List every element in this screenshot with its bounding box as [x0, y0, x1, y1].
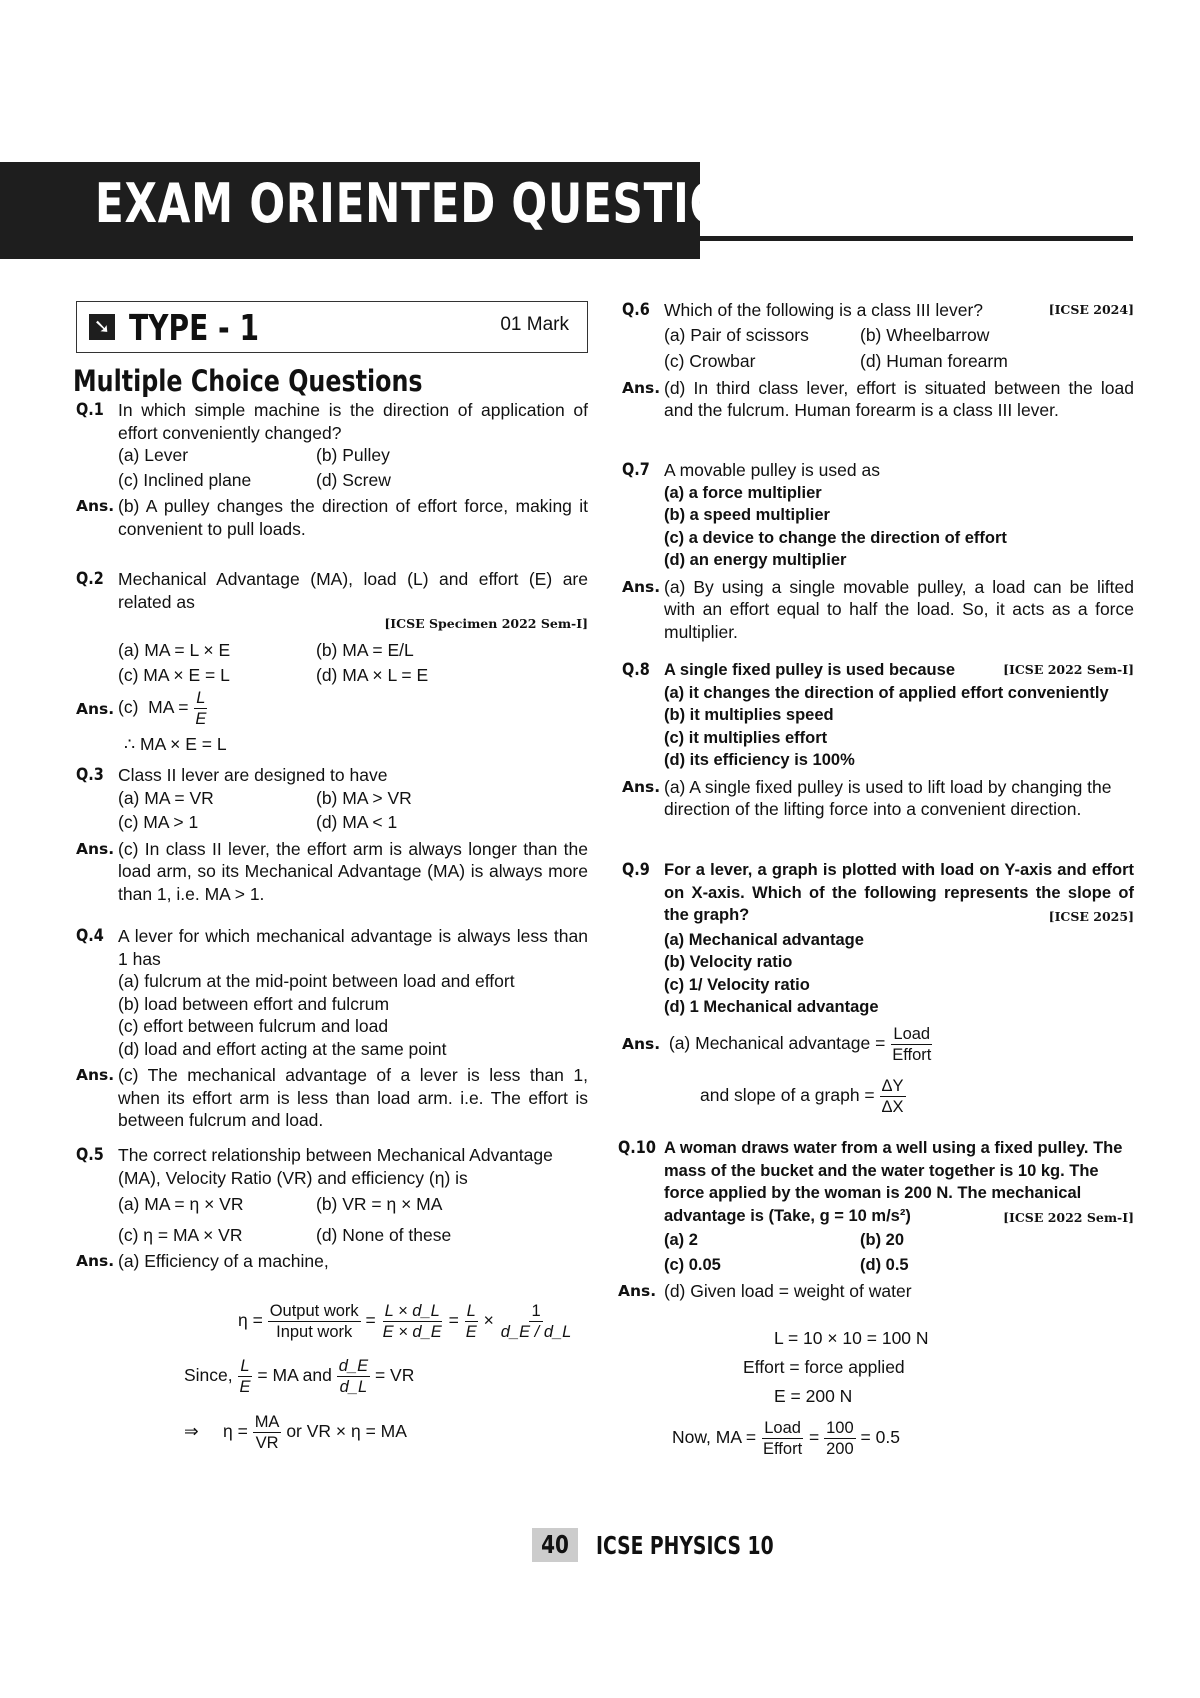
result-equation: ⇒ η = $\frac{MA}{VR}$ or VR × η = MA	[184, 1413, 407, 1452]
question-1	[76, 399, 588, 540]
answer-text: (b) A pulley changes the direction of effort force, making it convenient to pull loads.	[118, 496, 588, 539]
option: (c) Inclined plane	[118, 469, 252, 490]
question-number: Q.4	[76, 926, 104, 946]
option: (d) Screw	[316, 469, 391, 490]
question-text: A woman draws water from a well using a fixed pulley. The mass of the bucket and the water together is 10 kg. The force applied by the woman is 200 N. The mechanical advantage is (Take, g = 10 m/s²)	[664, 1139, 1123, 1225]
option: (c) η = MA × VR	[118, 1224, 243, 1245]
answer-conclusion: ∴ MA × E = L	[124, 734, 227, 754]
question-number: Q.2	[76, 569, 104, 589]
efficiency-equation: η = $\frac{\text{Output work}}{\text{Input work}}$ = $\frac{L \times d\_L}{E \times d\_E}$ = $\frac{L}{E}$ × $\frac{1}{d\_E / d\_L}$	[238, 1302, 572, 1341]
since-equation: Since, $\frac{L}{E}$ = MA and $\frac{d\_E}{d\_L}$ = VR	[184, 1357, 415, 1396]
q10-final-equation: Now, MA = $\frac{\text{Load}}{\text{Effort}}$ = $\frac{100}{200}$ = 0.5	[672, 1419, 900, 1458]
question-text: A single fixed pulley is used because	[664, 661, 955, 679]
q10-line: L = 10 × 10 = 100 N	[774, 1328, 929, 1348]
type-label: TYPE - 1	[129, 308, 260, 349]
answer-label: Ans.	[622, 1035, 661, 1054]
question-text: The correct relationship between Mechanical Advantage (MA), Velocity Ratio (VR) and efficiency (η) is	[118, 1145, 553, 1188]
source-tag: [ICSE 2024]	[1048, 302, 1134, 317]
option: (d) an energy multiplier	[664, 551, 847, 569]
question-number: Q.1	[76, 400, 104, 420]
answer-text: (d) Given load = weight of water	[664, 1281, 912, 1301]
answer-text: (c) The mechanical advantage of a lever is less than 1, when its effort arm is less than load arm. i.e. The effort is between fulcrum and load.	[118, 1065, 588, 1130]
option: (d) its efficiency is 100%	[664, 751, 855, 769]
question-8	[622, 659, 1134, 821]
option: (b) load between effort and fulcrum	[118, 993, 390, 1014]
q10-line: Effort = force applied	[743, 1357, 905, 1377]
question-text: Which of the following is a class III lever?	[664, 300, 984, 320]
option: (c) 0.05	[664, 1255, 721, 1274]
option: (a) it changes the direction of applied effort conveniently	[664, 683, 1109, 702]
answer-label: Ans.	[622, 577, 661, 596]
option: (b) MA > VR	[316, 787, 412, 808]
option: (b) VR = η × MA	[316, 1194, 443, 1214]
section-heading: Multiple Choice Questions	[73, 364, 423, 398]
option: (c) MA > 1	[118, 812, 199, 832]
source-tag: [ICSE 2022 Sem-I]	[1003, 1209, 1134, 1225]
option: (a) MA = VR	[118, 787, 214, 808]
question-number: Q.8	[622, 660, 650, 680]
option: (c) it multiplies effort	[664, 728, 828, 747]
answer-label: Ans.	[76, 497, 115, 515]
question-text: Mechanical Advantage (MA), load (L) and effort (E) are related as	[118, 569, 588, 612]
question-number: Q.6	[622, 300, 650, 320]
option: (b) it multiplies speed	[664, 706, 834, 724]
option: (a) Pair of scissors	[664, 324, 809, 345]
question-text: A movable pulley is used as	[664, 460, 880, 480]
option: (a) fulcrum at the mid-point between load and effort	[118, 971, 515, 991]
q9-answer-line1: Ans. (a) Mechanical advantage = $\frac{\text{Load}}{\text{Effort}}$	[622, 1025, 932, 1064]
answer-label: Ans.	[76, 1252, 115, 1270]
option: (a) Lever	[118, 445, 189, 465]
option: (c) a device to change the direction of effort	[664, 528, 1007, 547]
answer-label: Ans.	[622, 378, 661, 397]
question-7	[622, 459, 1134, 643]
option: (b) Velocity ratio	[664, 953, 793, 971]
answer-label: Ans.	[618, 1282, 657, 1300]
page-number: 40	[541, 1530, 569, 1559]
answer-equation: (c) MA = $\frac{L}{E}$	[118, 689, 207, 728]
option: (b) Pulley	[316, 445, 390, 465]
answer-text: (a) Efficiency of a machine,	[118, 1251, 329, 1271]
marks-label: 01 Mark	[500, 314, 569, 335]
option: (d) MA < 1	[316, 812, 398, 832]
banner-rule	[95, 236, 1133, 241]
option: (a) a force multiplier	[664, 483, 822, 502]
question-10	[618, 1137, 1134, 1303]
question-4	[76, 925, 588, 1132]
question-5	[76, 1144, 588, 1273]
question-number: Q.10	[618, 1138, 656, 1158]
option: (b) 20	[860, 1231, 905, 1249]
answer-label: Ans.	[76, 839, 115, 858]
answer-label: Ans.	[622, 777, 661, 796]
source-tag: [ICSE 2025]	[1048, 909, 1134, 924]
arrow-down-right-icon: ➘	[89, 314, 115, 340]
option: (d) load and effort acting at the same point	[118, 1038, 447, 1059]
question-9	[622, 859, 1134, 1019]
question-6	[622, 299, 1134, 422]
option: (b) Wheelbarrow	[860, 324, 990, 345]
option: (d) Human forearm	[860, 351, 1008, 371]
option: (b) a speed multiplier	[664, 506, 830, 524]
question-text: For a lever, a graph is plotted with load on Y-axis and effort on X-axis. Which of the following represents the slope of the graph?	[664, 861, 1134, 924]
option: (d) 1 Mechanical advantage	[664, 998, 879, 1016]
question-number: Q.3	[76, 765, 104, 785]
option: (d) None of these	[316, 1224, 452, 1245]
question-text: In which simple machine is the direction of application of effort conveniently changed?	[118, 400, 588, 443]
question-number: Q.7	[622, 460, 650, 480]
option: (d) 0.5	[860, 1255, 909, 1274]
question-text: A lever for which mechanical advantage is always less than 1 has	[118, 926, 588, 969]
option: (a) MA = η × VR	[118, 1194, 244, 1214]
q9-answer-line2: and slope of a graph = $\frac{\Delta Y}{\Delta X}$	[700, 1077, 904, 1116]
answer-label: Ans.	[76, 1066, 115, 1084]
option: (c) Crowbar	[664, 351, 756, 371]
answer-label: Ans.	[76, 700, 115, 718]
answer-text: (c) In class II lever, the effort arm is always longer than the load arm, so its Mechanical Advantage (MA) is always more than 1, i.e. MA > 1.	[118, 838, 588, 904]
option: (c) 1/ Velocity ratio	[664, 975, 810, 994]
question-number: Q.9	[622, 860, 650, 880]
source-tag: [ICSE 2022 Sem-I]	[1003, 662, 1134, 677]
option: (a) 2	[664, 1231, 698, 1249]
banner-title: EXAM ORIENTED QUESTIONS	[95, 172, 794, 235]
question-3	[76, 764, 588, 905]
answer-text: (d) In third class lever, effort is situated between the load and the fulcrum. Human forearm is a class III lever.	[664, 377, 1134, 420]
option: (a) Mechanical advantage	[664, 930, 864, 949]
option: (c) MA × E = L	[118, 664, 230, 685]
answer-text: (a) By using a single movable pulley, a load can be lifted with an effort equal to half the load. So, it acts as a force multiplier.	[664, 576, 1134, 642]
q10-line: E = 200 N	[774, 1386, 853, 1406]
option: (d) MA × L = E	[316, 664, 429, 685]
question-2	[76, 568, 588, 756]
question-text: Class II lever are designed to have	[118, 765, 388, 785]
book-title: ICSE PHYSICS 10	[596, 1531, 774, 1560]
option: (c) effort between fulcrum and load	[118, 1016, 389, 1036]
option: (a) MA = L × E	[118, 640, 231, 660]
source-tag: [ICSE Specimen 2022 Sem-I]	[384, 615, 588, 631]
type-box	[76, 301, 588, 353]
question-number: Q.5	[76, 1145, 104, 1165]
answer-text: (a) A single fixed pulley is used to lift load by changing the direction of the lifting force into a convenient direction.	[664, 776, 1112, 819]
option: (b) MA = E/L	[316, 640, 414, 660]
